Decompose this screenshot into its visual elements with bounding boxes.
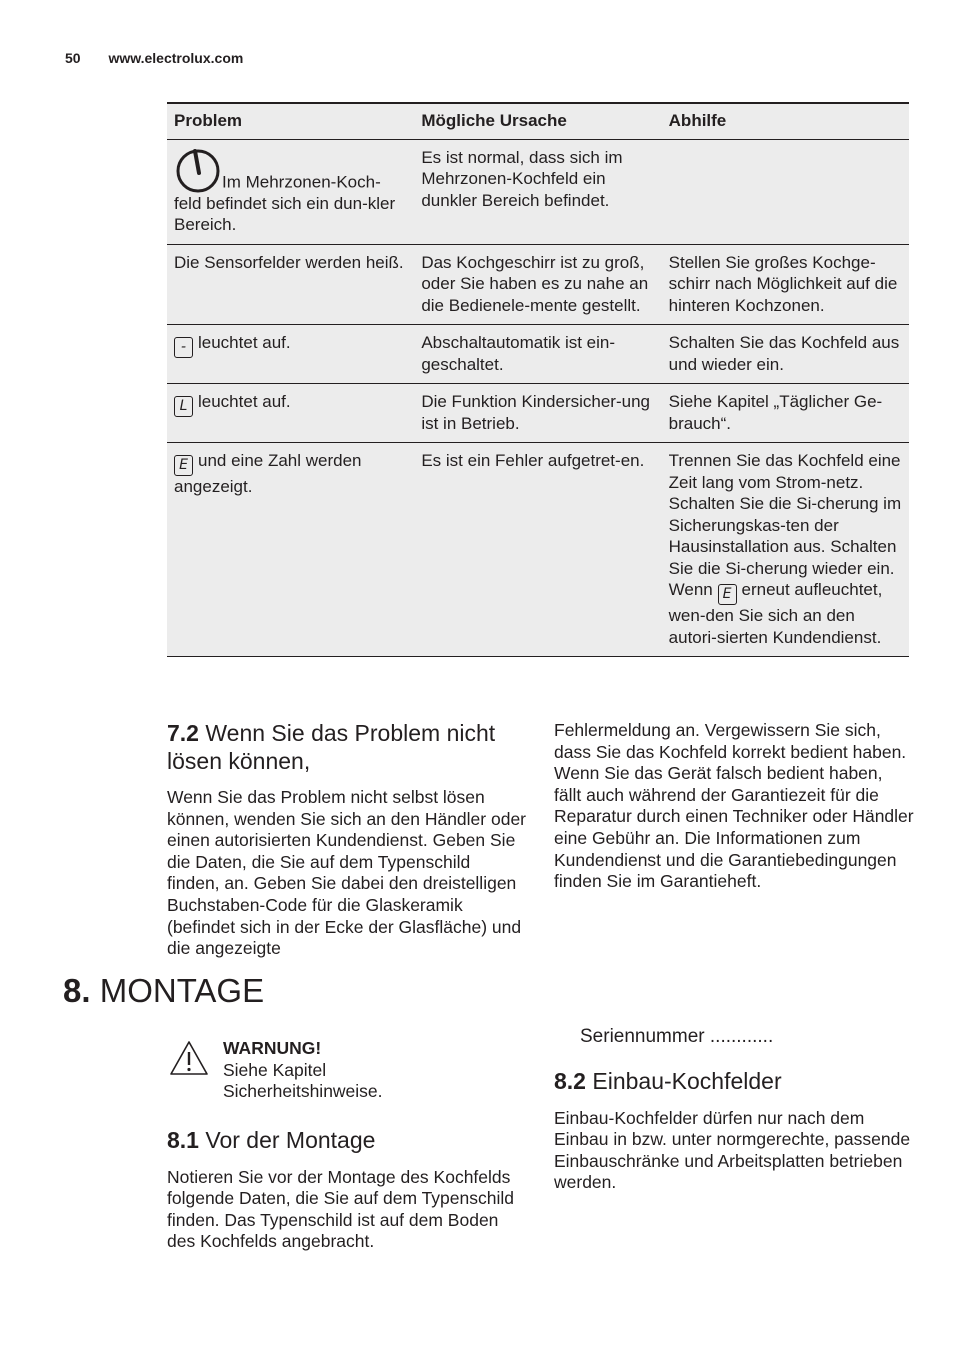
section-body-continued: Fehlermeldung an. Vergewissern Sie sich, dass Sie das Kochfeld korrekt bedient haben. Wenn Sie das Gerät falsch bedient haben, fällt auch während der Garantiezeit für die Reparatur durch einen Techniker oder Händler eine Gebühr an. Die Informationen zum Kundendienst und die Garantiebedingungen finden Sie im Garantieheft. <box>554 720 914 892</box>
timer-icon <box>174 147 222 193</box>
page-header <box>65 50 243 66</box>
remedy-cell: Schalten Sie das Kochfeld aus und wieder ein. <box>662 325 909 384</box>
serial-number-line: Seriennummer ............ <box>580 1026 774 1047</box>
section-number: 7.2 <box>167 720 199 746</box>
dash-display-icon: - <box>174 337 193 358</box>
problem-cell <box>167 443 414 657</box>
cause-cell: Es ist ein Fehler aufgetret-en. <box>414 443 661 657</box>
remedy-cell <box>662 443 909 657</box>
table-row <box>167 384 909 443</box>
problem-text: und eine Zahl werden angezeigt. <box>174 451 362 496</box>
troubleshooting-table <box>167 102 909 657</box>
warning-text: Siehe Kapitel Sicherheitshinweise. <box>223 1059 383 1102</box>
chapter-title: MONTAGE <box>99 972 265 1009</box>
header-url: www.electrolux.com <box>108 50 244 66</box>
problem-cell: Die Sensorfelder werden heiß. <box>167 244 414 325</box>
section-title: Vor der Montage <box>205 1127 376 1153</box>
remedy-cell <box>662 139 909 244</box>
section-8-2 <box>554 1068 914 1194</box>
chapter-number: 8. <box>63 972 91 1009</box>
section-heading <box>167 720 527 775</box>
lock-display-icon: L <box>174 396 193 417</box>
section-body: Notieren Sie vor der Montage des Kochfelds folgende Daten, die Sie auf dem Typenschild finden. Das Typenschild ist auf dem Boden des Kochfelds angebracht. <box>167 1166 514 1252</box>
column-header-problem: Problem <box>167 103 414 139</box>
table-row <box>167 325 909 384</box>
section-title: Wenn Sie das Problem nicht lösen können, <box>167 720 496 774</box>
section-title: Einbau-Kochfelder <box>592 1068 782 1094</box>
section-body: Einbau-Kochfelder dürfen nur nach dem Einbau in bzw. unter normgerechte, passende Einbauschränke und Arbeitsplatten betrieben werden. <box>554 1107 911 1193</box>
cause-cell: Die Funktion Kindersicher-ung ist in Betrieb. <box>414 384 661 443</box>
warning-icon <box>169 1040 209 1076</box>
problem-cell <box>167 139 414 244</box>
section-heading <box>167 1127 527 1155</box>
table-row <box>167 244 909 325</box>
remedy-text: Trennen Sie das Kochfeld eine Zeit lang vom Strom-netz. Schalten Sie die Si-cherung im Sicherungskas-ten der Hausinstallation aus. Schalten Sie die Si-cherung wieder ein. Wenn <box>668 451 902 599</box>
section-body: Wenn Sie das Problem nicht selbst lösen können, wenden Sie sich an den Händler oder einen autorisierten Kundendienst. Geben Sie die Daten, die Sie auf dem Typenschild finden, an. Geben Sie dabei den dreistelligen Buchstaben-Code für die Glaskeramik (befindet sich in der Ecke der Glasfläche) und die angezeigte <box>167 787 526 959</box>
error-display-icon: E <box>174 455 193 476</box>
cause-cell: Abschaltautomatik ist ein-geschaltet. <box>414 325 661 384</box>
section-number: 8.1 <box>167 1127 199 1153</box>
problem-text: leuchtet auf. <box>198 392 291 411</box>
table-row <box>167 443 909 657</box>
problem-text: leuchtet auf. <box>198 333 291 352</box>
cause-cell: Es ist normal, dass sich im Mehrzonen-Kochfeld ein dunkler Bereich befindet. <box>414 139 661 244</box>
remedy-text-tail: erneut aufleuchtet, wen-den Sie sich an den autori-sierten Kundendienst. <box>668 580 883 647</box>
table-row <box>167 139 909 244</box>
remedy-cell: Siehe Kapitel „Täglicher Ge-brauch“. <box>662 384 909 443</box>
table-header-row <box>167 103 909 139</box>
problem-text: Im Mehrzonen-Koch-feld befindet sich ein dun-kler Bereich. <box>174 172 396 234</box>
warning-label: WARNUNG! <box>223 1038 322 1058</box>
problem-cell <box>167 384 414 443</box>
column-header-remedy: Abhilfe <box>662 103 909 139</box>
error-display-icon: E <box>718 584 737 605</box>
cause-cell: Das Kochgeschirr ist zu groß, oder Sie haben es zu nahe an die Bedienele-mente gestellt. <box>414 244 661 325</box>
section-number: 8.2 <box>554 1068 586 1094</box>
section-heading <box>554 1068 914 1096</box>
page-number: 50 <box>65 50 81 66</box>
section-7-2-left <box>167 720 527 960</box>
problem-cell <box>167 325 414 384</box>
column-header-cause: Mögliche Ursache <box>414 103 661 139</box>
section-7-2-right <box>554 720 914 893</box>
remedy-cell: Stellen Sie großes Kochge-schirr nach Möglichkeit auf die hinteren Kochzonen. <box>662 244 909 325</box>
chapter-heading <box>63 972 264 1010</box>
section-8-1 <box>167 1127 527 1253</box>
